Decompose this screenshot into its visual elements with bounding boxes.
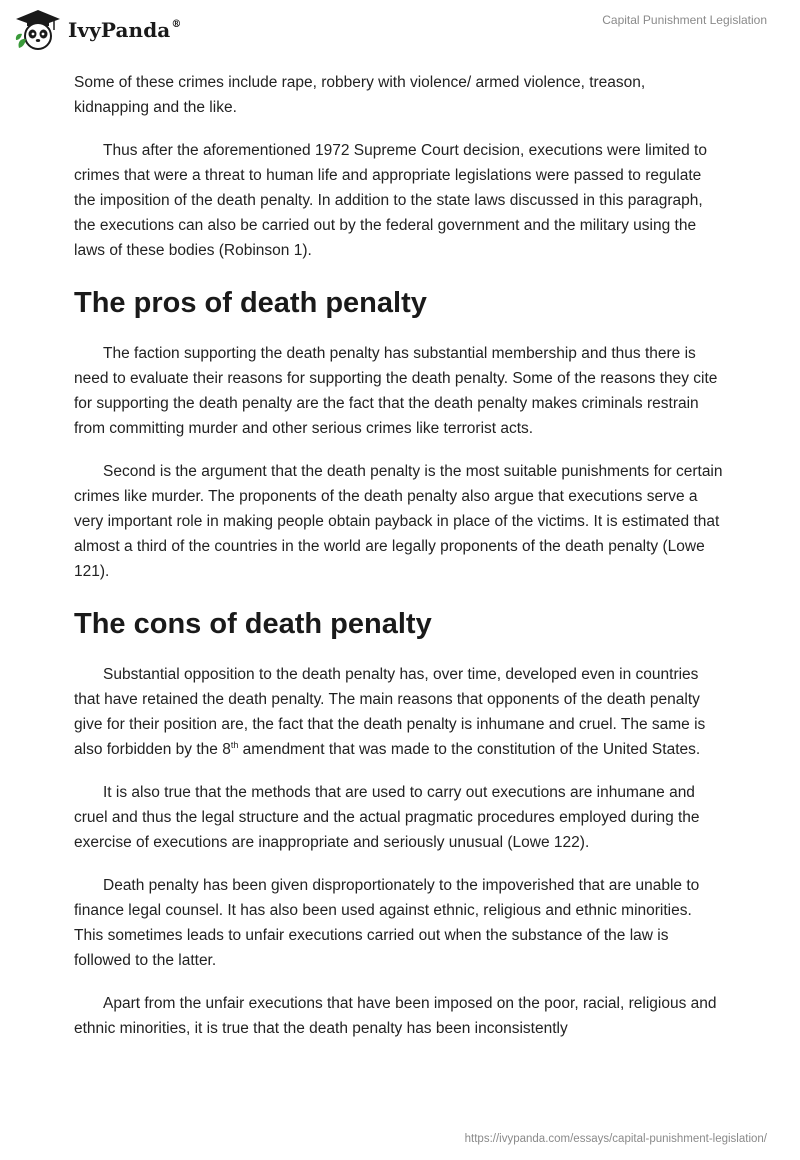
heading-cons: The cons of death penalty xyxy=(74,608,432,640)
paragraph-6: It is also true that the methods that are used to carry out executions are inhumane and cruel and thus the legal structure and the actual pragmatic procedures employed during the exercise of executions are inappropriate and seriously unusual (Lowe 122). xyxy=(74,784,700,851)
paragraph-7: Death penalty has been given disproportionately to the impoverished that are unable to finance legal counsel. It has also been used against ethnic, religious and ethnic minorities. This sometimes leads to unfair executions carried out when the substance of the law is followed to the latter. xyxy=(74,877,700,969)
ordinal-suffix: th xyxy=(230,739,239,750)
source-url-link[interactable]: https://ivypanda.com/essays/capital-punishment-legislation/ xyxy=(464,1133,767,1145)
page-header xyxy=(0,0,800,64)
paragraph-5 xyxy=(74,662,724,762)
essay-content xyxy=(74,70,724,1041)
registered-mark: ® xyxy=(171,19,182,31)
paragraph-2: Thus after the aforementioned 1972 Supreme Court decision, executions were limited to crimes that were a threat to human life and appropriate legislations were passed to regulate the imposition of the death penalty. In addition to the state laws discussed in this paragraph, the executions can also be carried out by the federal government and the military using the laws of these bodies (Robinson 1). xyxy=(74,142,707,259)
paragraph-3: The faction supporting the death penalty has substantial membership and thus there is need to evaluate their reasons for supporting the death penalty. Some of the reasons they cite for supporting the death penalty are the fact that the death penalty makes criminals restrain from committing murder and other serious crimes like terrorist acts. xyxy=(74,345,718,437)
panda-logo-icon xyxy=(14,8,62,52)
paragraph-1: Some of these crimes include rape, robbery with violence/ armed violence, treason, kidnapping and the like. xyxy=(74,74,646,116)
brand-name xyxy=(68,18,181,42)
paragraph-4: Second is the argument that the death penalty is the most suitable punishments for certain crimes like murder. The proponents of the death penalty also argue that executions serve a very important role in making people obtain payback in place of the victims. It is estimated that almost a third of the countries in the world are legally proponents of the death penalty (Lowe 121). xyxy=(74,463,723,580)
brand-text: IvyPanda xyxy=(68,18,171,42)
ivypanda-logo[interactable] xyxy=(14,8,181,52)
paragraph-5-text-a: Substantial opposition to the death penalty has, over time, developed even in countries that have retained the death penalty. The main reasons that opponents of the death penalty give for their position are, the fact that the death penalty is inhumane and cruel. The same is also forbidden by the 8 xyxy=(74,666,706,758)
paragraph-8: Apart from the unfair executions that have been imposed on the poor, racial, religious and ethnic minorities, it is true that the death penalty has been inconsistently xyxy=(74,995,717,1037)
paragraph-5-text-b: amendment that was made to the constitution of the United States. xyxy=(238,741,701,758)
heading-pros: The pros of death penalty xyxy=(74,287,427,319)
document-title: Capital Punishment Legislation xyxy=(602,13,767,27)
